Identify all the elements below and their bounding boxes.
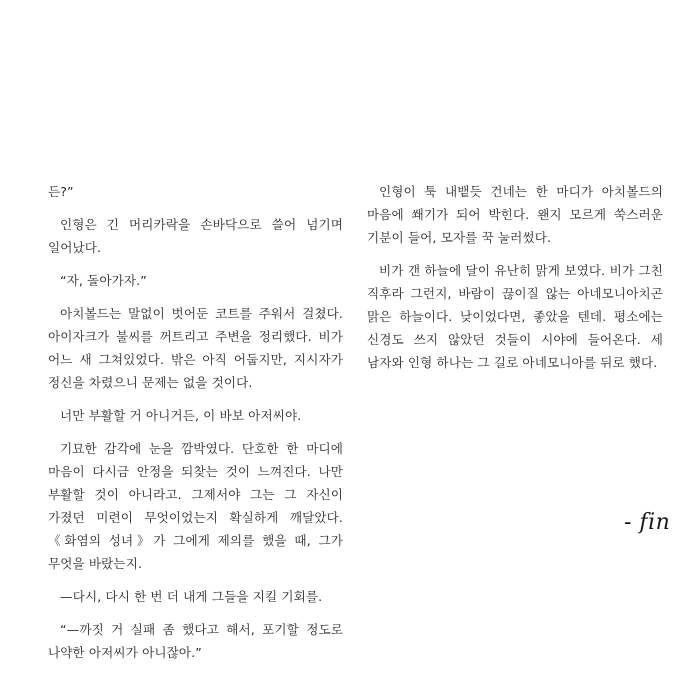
paragraph: 든?”: [48, 184, 74, 199]
paragraph: 너만 부활할 거 아니거든, 이 바보 아저씨야.: [60, 408, 302, 423]
paragraph: “—까짓 거 실패 좀 했다고 해서, 포기할 정도로 나약한 아저씨가 아니잖아.”: [48, 622, 343, 660]
paragraph: 인형이 툭 내뱉듯 건네는 한 마디가 아치볼드의 마음에 쐐기가 되어 박힌다. 왠지 모르게 쑥스러운 기분이 들어, 모자를 꾹 눌러썼다.: [367, 184, 663, 245]
paragraph: “자, 돌아가자.”: [60, 273, 147, 288]
paragraph: 아치볼드는 말없이 벗어둔 코트를 주워서 걸쳤다. 아이자크가 불씨를 꺼트리고 주변을 정리했다. 비가 어느 새 그쳐있었다. 밖은 아직 어둡지만, 지시자가 정신을 차렸으니 문제는 없을 것이다.: [48, 306, 343, 390]
paragraph: 비가 갠 하늘에 달이 유난히 맑게 보였다. 비가 그친 직후라 그런지, 바람이 끊이질 않는 아네모니아치곤 맑은 하늘이다. 낮이었다면, 좋았을 텐데. 평소에는 신경도 쓰지 않았던 것들이 시야에 들어온다. 세 남자와 인형 하나는 그 길로 아네모니아를 뒤로 했다.: [367, 263, 663, 370]
paragraph: 인형은 긴 머리카락을 손바닥으로 쓸어 넘기며 일어났다.: [48, 217, 343, 255]
right-text-column: [367, 180, 663, 384]
left-text-column: [48, 180, 343, 674]
paragraph: —다시, 다시 한 번 더 내게 그들을 지킬 기회를.: [60, 589, 323, 604]
fin-signature: - fin: [624, 510, 671, 535]
paragraph: 기묘한 감각에 눈을 깜박였다. 단호한 한 마디에 마음이 다시금 안정을 되찾는 것이 느껴진다. 나만 부활할 것이 아니라고. 그제서야 그는 그 자신이 가졌던 미련이 무엇이었는지 확실하게 깨달았다. 《화염의 성녀》가 그에게 제의를 했을 때, 그가 무엇을 바랐는지.: [48, 441, 343, 571]
